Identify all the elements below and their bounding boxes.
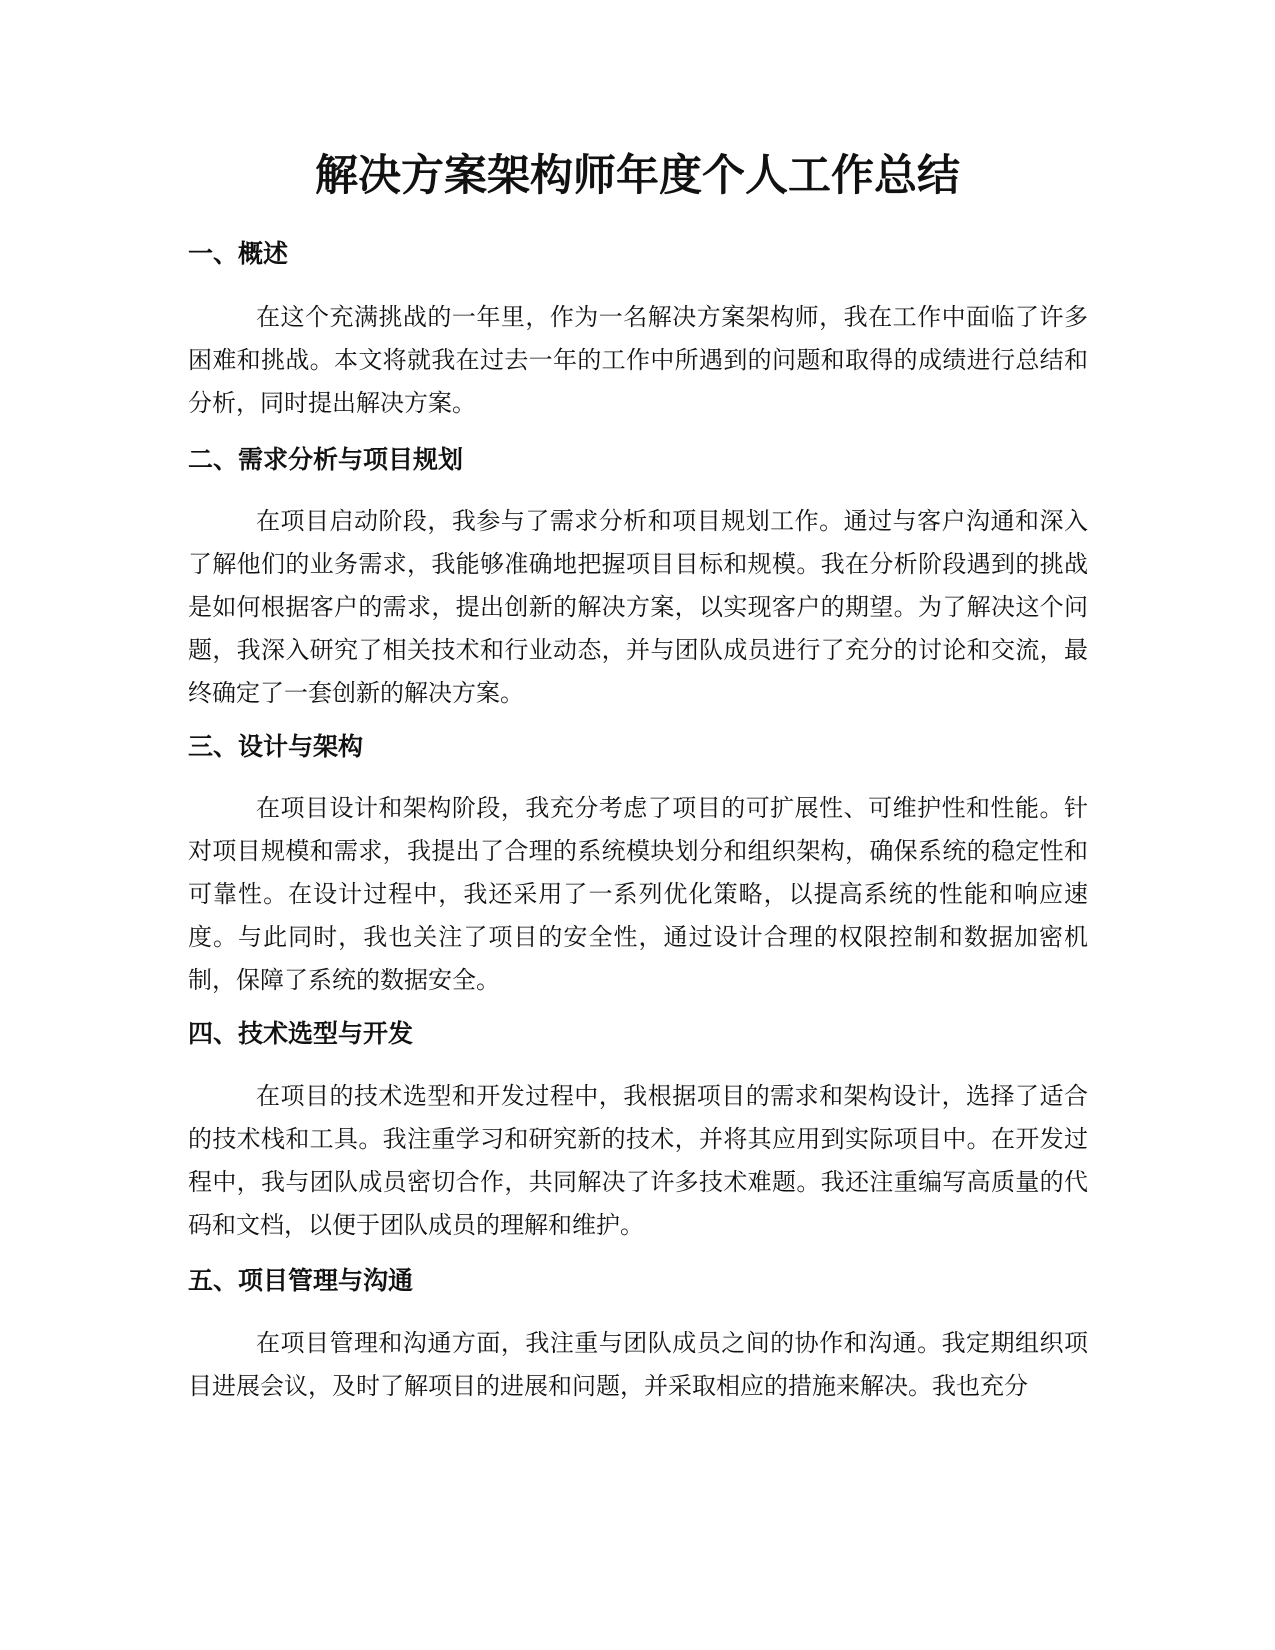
- section-paragraph-management: 在项目管理和沟通方面，我注重与团队成员之间的协作和沟通。我定期组织项目进展会议，及时了解项目的进展和问题，并采取相应的措施来解决。我也充分: [188, 1329, 1088, 1400]
- section-paragraph-design: 在项目设计和架构阶段，我充分考虑了项目的可扩展性、可维护性和性能。针对项目规模和需求，我提出了合理的系统模块划分和组织架构，确保系统的稳定性和可靠性。在设计过程中，我还采用了一系列优化策略，以提高系统的性能和响应速度。与此同时，我也关注了项目的安全性，通过设计合理的权限控制和数据加密机制，保障了系统的数据安全。: [188, 794, 1088, 994]
- section-heading-design: 三、设计与架构: [188, 732, 364, 761]
- section-paragraph-tech: 在项目的技术选型和开发过程中，我根据项目的需求和架构设计，选择了适合的技术栈和工具。我注重学习和研究新的技术，并将其应用到实际项目中。在开发过程中，我与团队成员密切合作，共同解决了许多技术难题。我还注重编写高质量的代码和文档，以便于团队成员的理解和维护。: [188, 1082, 1088, 1239]
- section-heading-tech: 四、技术选型与开发: [188, 1019, 414, 1048]
- section-heading-overview: 一、概述: [188, 239, 289, 268]
- section-paragraph-overview: 在这个充满挑战的一年里，作为一名解决方案架构师，我在工作中面临了许多困难和挑战。本文将就我在过去一年的工作中所遇到的问题和取得的成绩进行总结和分析，同时提出解决方案。: [188, 303, 1088, 417]
- section-heading-management: 五、项目管理与沟通: [188, 1266, 414, 1295]
- section-paragraph-requirements: 在项目启动阶段，我参与了需求分析和项目规划工作。通过与客户沟通和深入了解他们的业务需求，我能够准确地把握项目目标和规模。我在分析阶段遇到的挑战是如何根据客户的需求，提出创新的解决方案，以实现客户的期望。为了解决这个问题，我深入研究了相关技术和行业动态，并与团队成员进行了充分的讨论和交流，最终确定了一套创新的解决方案。: [188, 507, 1088, 707]
- document-title: 解决方案架构师年度个人工作总结: [315, 151, 960, 201]
- section-heading-requirements: 二、需求分析与项目规划: [188, 445, 464, 474]
